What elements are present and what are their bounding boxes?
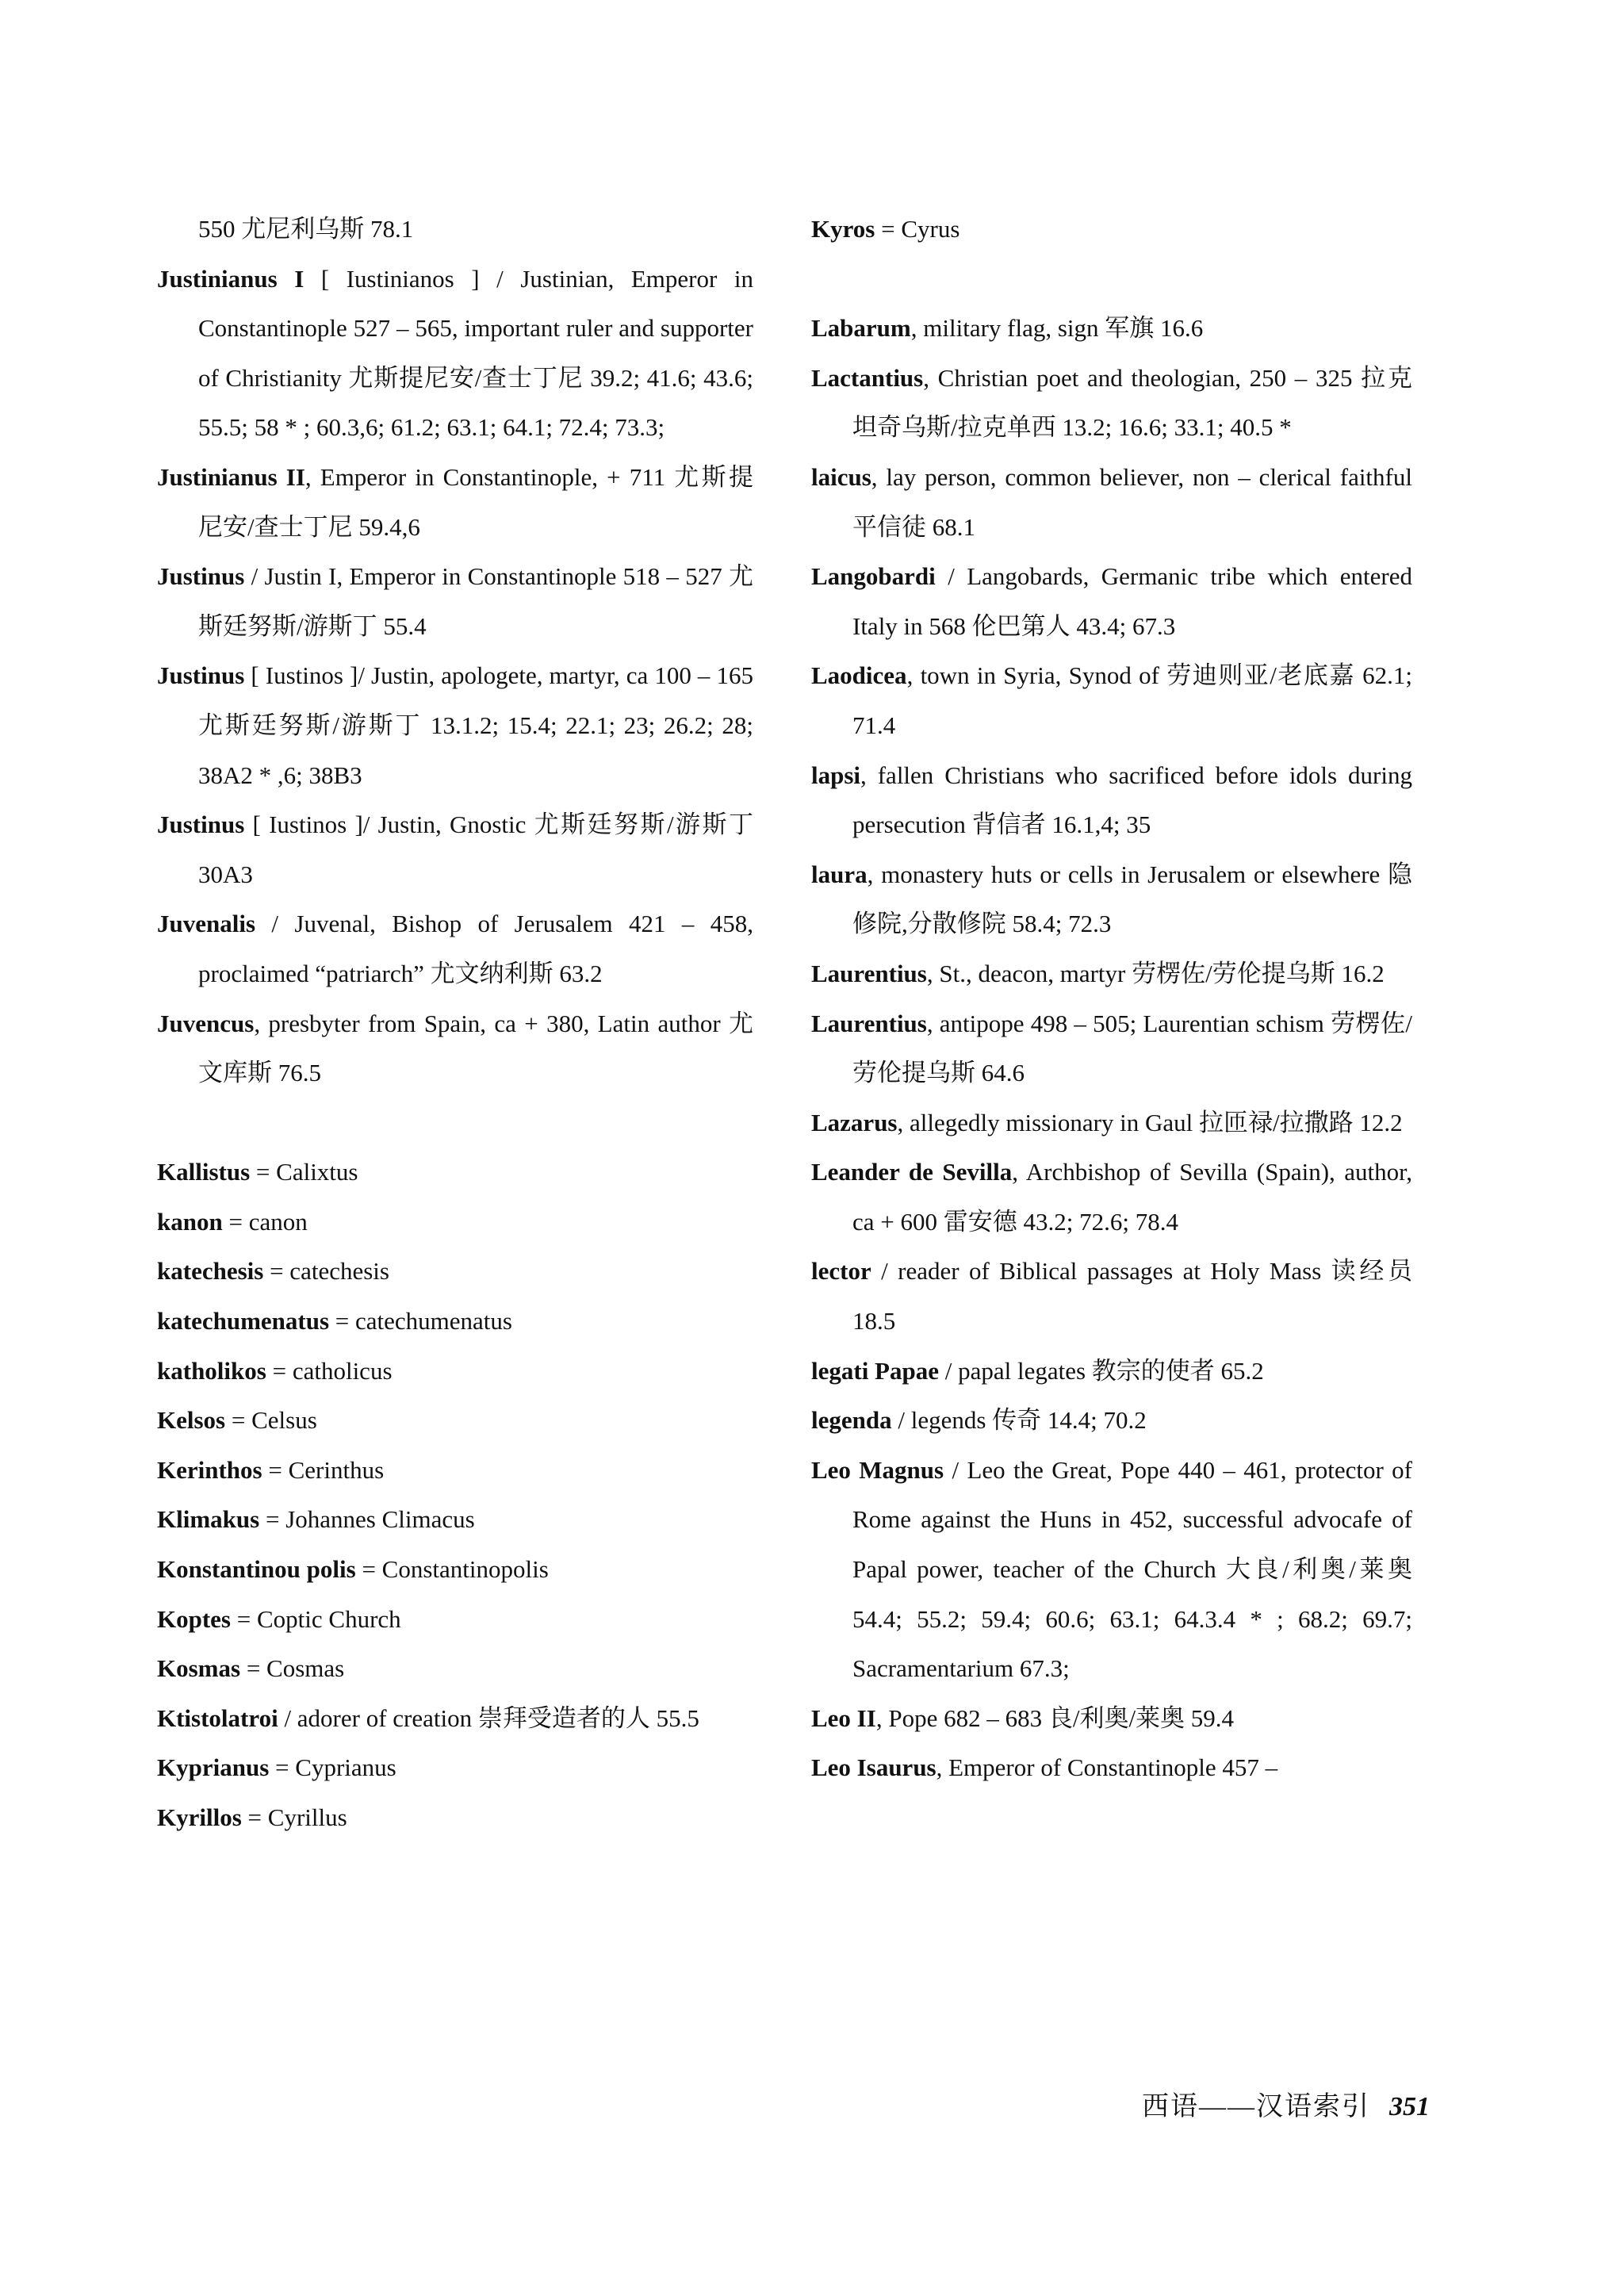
index-entry: [157, 1247, 753, 1297]
index-entry: [157, 1495, 753, 1545]
index-headword: Kyprianus: [157, 1753, 270, 1782]
index-headword: Kerinthos: [157, 1455, 262, 1484]
index-entry-text: 550 尤尼利乌斯 78.1: [198, 215, 414, 243]
index-entry: [157, 1595, 753, 1645]
index-entry-text: , Emperor of Constantinople 457 –: [936, 1753, 1278, 1782]
index-entry-text: / Justin I, Emperor in Constantinople 518 – 527 尤斯廷努斯/游斯丁 55.4: [198, 562, 753, 640]
page-footer: [1142, 2084, 1430, 2123]
index-entry: [811, 1743, 1412, 1793]
index-entry: [811, 205, 1412, 255]
index-headword: Kyrillos: [157, 1803, 242, 1831]
running-footer-title: 西语——汉语索引: [1142, 2092, 1370, 2121]
index-entry-text: , monastery huts or cells in Jerusalem or elsewhere 隐修院,分散修院 58.4; 72.3: [852, 860, 1412, 938]
index-headword: Justinus: [157, 811, 245, 839]
index-entry-text: , St., deacon, martyr 劳楞佐/劳伦提乌斯 16.2: [926, 959, 1385, 987]
index-entry: [157, 800, 753, 899]
index-headword: legati Papae: [811, 1356, 939, 1385]
index-entry: [157, 453, 753, 552]
index-entry-text: = Celsus: [225, 1406, 317, 1435]
index-column-left: [157, 205, 753, 1843]
index-entry: [811, 453, 1412, 552]
index-entry-text: = catechesis: [263, 1257, 389, 1286]
index-entry: [811, 552, 1412, 651]
index-entry-text: = Cyrus: [875, 215, 960, 243]
index-entry: [157, 1545, 753, 1595]
index-entry-text: = Cyrillus: [241, 1803, 347, 1831]
index-entry: [811, 1247, 1412, 1346]
index-entry-text: / Leo the Great, Pope 440 – 461, protector of Rome against the Huns in 452, successful advocafe of Papal power, teacher of the Church 大良/利奥/莱奥 54.4; 55.2; 59.4; 60.6; 63.1; 64.3.4 * ; 68.2; 69.7; Sacramentarium 67.3;: [852, 1455, 1412, 1683]
index-entry-text: = canon: [222, 1207, 308, 1236]
index-headword: Justinus: [157, 661, 245, 690]
index-headword: Laodicea: [811, 661, 907, 690]
index-headword: Juvenalis: [157, 910, 256, 938]
index-entry-text: , Christian poet and theologian, 250 – 325 拉克坦奇乌斯/拉克单西 13.2; 16.6; 33.1; 40.5 *: [852, 363, 1412, 442]
index-column-right: [811, 205, 1412, 1793]
index-entry-text: = Johannes Climacus: [259, 1505, 475, 1534]
index-entry-text: = Cosmas: [240, 1654, 345, 1683]
index-entry: [157, 1793, 753, 1843]
index-headword: Juvencus: [157, 1009, 255, 1037]
index-entry-text: , antipope 498 – 505; Laurentian schism 劳楞佐/劳伦提乌斯 64.6: [852, 1009, 1412, 1087]
index-entry-text: [ Iustinos ]/ Justin, apologete, martyr, ca 100 – 165 尤斯廷努斯/游斯丁 13.1.2; 15.4; 22.1; 23; 26.2; 28; 38A2 * ,6; 38B3: [198, 661, 753, 789]
index-entry: [811, 1446, 1412, 1694]
index-headword: laicus: [811, 462, 871, 491]
index-entry: [811, 751, 1412, 850]
index-headword: Kelsos: [157, 1406, 226, 1435]
index-entry: [157, 1694, 753, 1744]
index-entry-text: / reader of Biblical passages at Holy Mass 读经员 18.5: [852, 1257, 1412, 1336]
index-entry: [157, 1743, 753, 1793]
index-entry: [157, 899, 753, 998]
index-entry: [811, 1148, 1412, 1247]
index-entry-text: , presbyter from Spain, ca + 380, Latin author 尤文库斯 76.5: [198, 1009, 753, 1087]
index-entry: [811, 999, 1412, 1098]
index-entry: [811, 1098, 1412, 1148]
index-headword: legenda: [811, 1406, 892, 1435]
index-headword: Kosmas: [157, 1654, 241, 1683]
index-headword: katholikos: [157, 1356, 266, 1385]
index-entry: [157, 1198, 753, 1247]
index-entry-text: = Calixtus: [250, 1158, 358, 1186]
index-entry: [157, 1644, 753, 1694]
index-headword: Leo Magnus: [811, 1455, 944, 1484]
index-headword: Laurentius: [811, 1009, 927, 1037]
index-entry: [811, 1347, 1412, 1397]
index-headword: Konstantinou polis: [157, 1555, 356, 1584]
index-headword: Justinianus II: [157, 462, 305, 491]
index-entry-text: = catechumenatus: [329, 1307, 512, 1336]
index-headword: katechumenatus: [157, 1307, 330, 1336]
index-entry: [157, 999, 753, 1098]
index-entry-text: = catholicus: [266, 1356, 393, 1385]
index-headword: Kyros: [811, 215, 875, 243]
index-entry: [811, 304, 1412, 354]
index-entry: [811, 949, 1412, 999]
index-entry: [157, 651, 753, 800]
index-entry-text: = Coptic Church: [231, 1604, 401, 1633]
index-headword: Leander de Sevilla: [811, 1158, 1013, 1186]
index-headword: Klimakus: [157, 1505, 260, 1534]
index-entry-text: , town in Syria, Synod of 劳迪则亚/老底嘉 62.1; 71.4: [852, 661, 1412, 739]
index-headword: Justinus: [157, 562, 245, 591]
index-entry: [157, 1148, 753, 1198]
index-headword: Kallistus: [157, 1158, 251, 1186]
index-headword: Leo II: [811, 1703, 876, 1732]
index-headword: lector: [811, 1257, 871, 1286]
index-entry: [157, 1347, 753, 1397]
index-entry-text: , Emperor in Constantinople, + 711 尤斯提尼安/查士丁尼 59.4,6: [198, 462, 753, 541]
index-entry-text: , Archbishop of Sevilla (Spain), author, ca + 600 雷安德 43.2; 72.6; 78.4: [852, 1158, 1412, 1236]
index-entry-text: / papal legates 教宗的使者 65.2: [939, 1356, 1264, 1385]
section-gap: [811, 255, 1412, 305]
index-entry-text: = Constantinopolis: [355, 1555, 549, 1584]
index-headword: laura: [811, 860, 868, 888]
index-entry: [811, 1396, 1412, 1446]
page-number: 351: [1389, 2092, 1430, 2121]
index-entry: [157, 552, 753, 651]
index-headword: Justinianus I: [157, 264, 304, 293]
index-headword: Koptes: [157, 1604, 231, 1633]
index-headword: katechesis: [157, 1257, 264, 1286]
section-gap: [157, 1098, 753, 1148]
index-entry-text: [ Iustinos ]/ Justin, Gnostic 尤斯廷努斯/游斯丁 30A3: [198, 811, 753, 888]
index-entry-text: / Juvenal, Bishop of Jerusalem 421 – 458, proclaimed “patriarch” 尤文纳利斯 63.2: [198, 910, 753, 987]
index-entry: [811, 354, 1412, 453]
index-entry-text: , lay person, common believer, non – clerical faithful 平信徒 68.1: [852, 462, 1412, 541]
index-entry-text: = Cyprianus: [269, 1753, 396, 1782]
index-entry: [157, 205, 753, 255]
index-headword: Langobardi: [811, 562, 936, 591]
index-entry-text: [ Iustinianos ] / Justinian, Emperor in Constantinople 527 – 565, important ruler and supporter of Christianity 尤斯提尼安/查士丁尼 39.2; 41.6; 43.6; 55.5; 58 * ; 60.3,6; 61.2; 63.1; 64.1; 72.4; 73.3;: [198, 264, 753, 442]
index-entry-text: / legends 传奇 14.4; 70.2: [891, 1406, 1147, 1435]
index-entry-text: = Cerinthus: [262, 1455, 385, 1484]
index-entry-text: , allegedly missionary in Gaul 拉匝禄/拉撒路 12.2: [897, 1108, 1403, 1136]
index-headword: lapsi: [811, 761, 861, 789]
index-headword: Laurentius: [811, 959, 927, 987]
index-entry-text: / adorer of creation 崇拜受造者的人 55.5: [278, 1703, 699, 1732]
index-entry: [157, 1396, 753, 1446]
index-entry: [811, 1694, 1412, 1744]
index-entry-text: , Pope 682 – 683 良/利奥/莱奥 59.4: [875, 1703, 1235, 1732]
index-headword: Lactantius: [811, 363, 924, 392]
index-entry: [157, 1297, 753, 1347]
index-headword: Ktistolatroi: [157, 1703, 278, 1732]
index-headword: Leo Isaurus: [811, 1753, 936, 1782]
index-headword: kanon: [157, 1207, 223, 1236]
index-entry-text: , fallen Christians who sacrificed before idols during persecution 背信者 16.1,4; 35: [852, 761, 1412, 839]
index-entry: [811, 850, 1412, 949]
index-entry: [157, 1446, 753, 1496]
index-entry: [811, 651, 1412, 750]
index-entry-text: / Langobards, Germanic tribe which entered Italy in 568 伦巴第人 43.4; 67.3: [852, 562, 1412, 640]
index-entry-text: , military flag, sign 军旗 16.6: [910, 314, 1204, 343]
index-headword: Labarum: [811, 314, 911, 343]
index-headword: Lazarus: [811, 1108, 898, 1136]
index-entry: [157, 255, 753, 453]
